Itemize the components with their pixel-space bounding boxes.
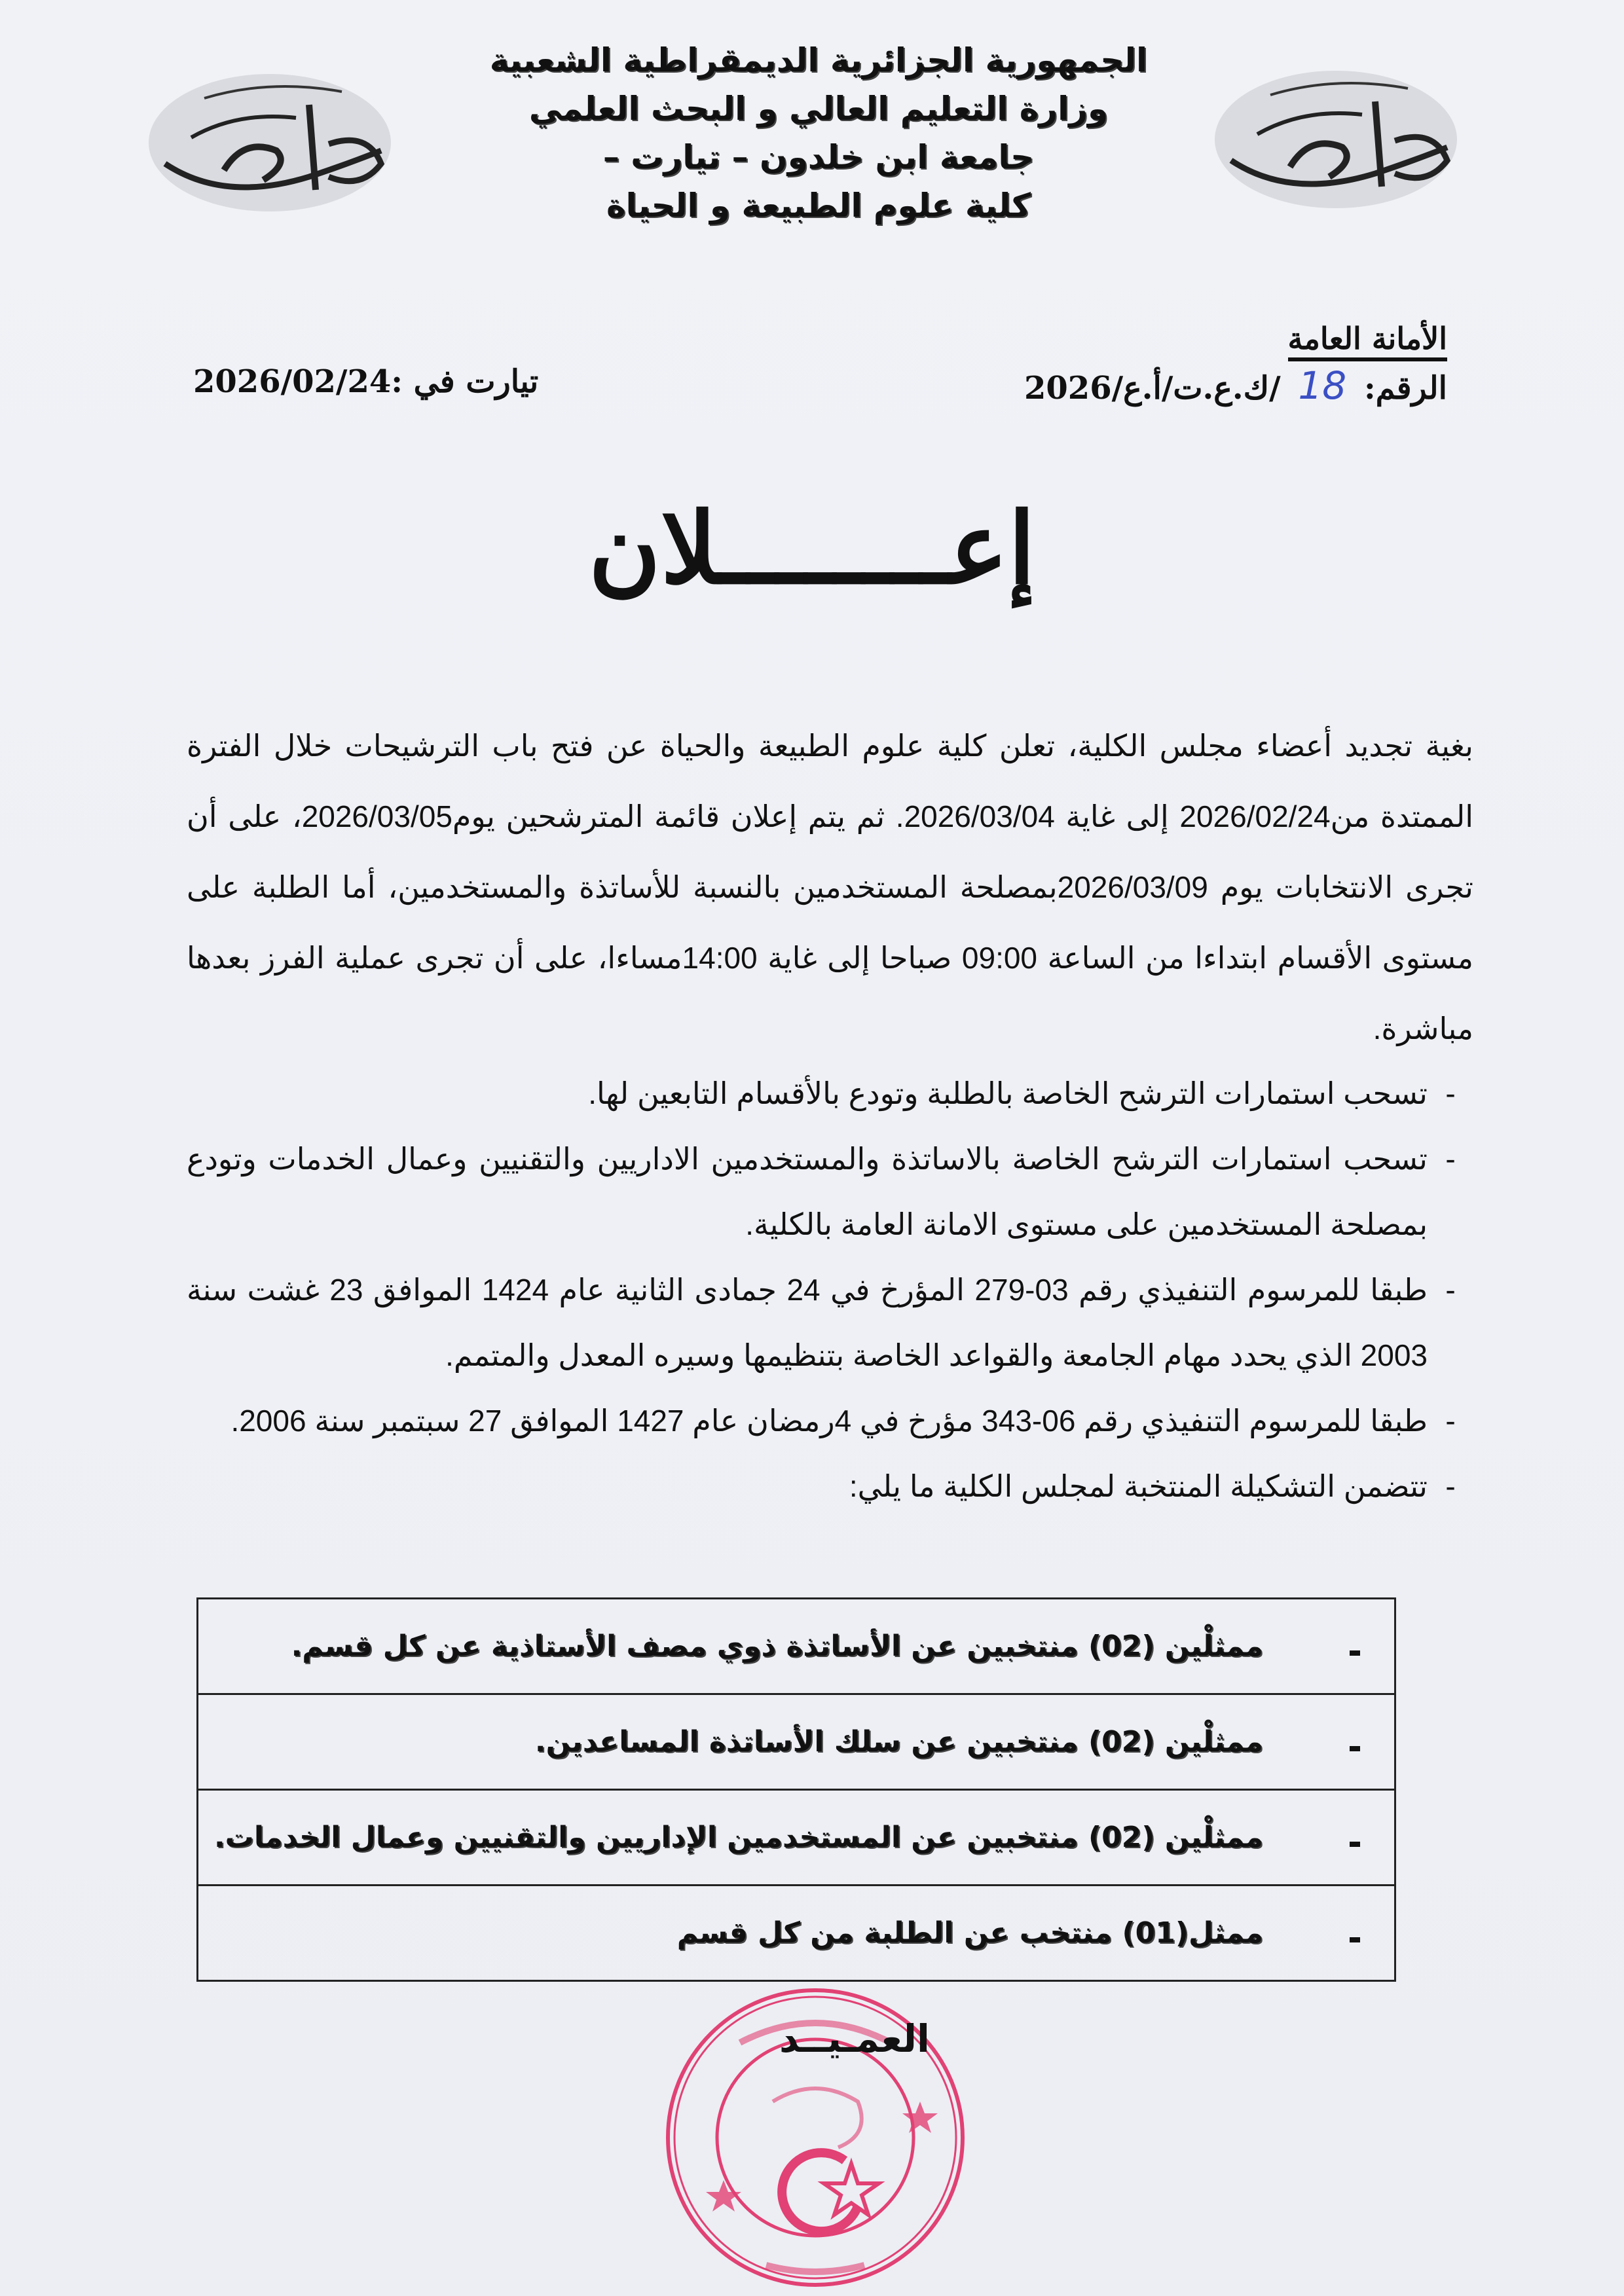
bullet-dash: -: [1445, 1404, 1456, 1438]
university-logo-left: [145, 65, 394, 216]
announcement-body: بغية تجديد أعضاء مجلس الكلية، تعلن كلية علوم الطبيعة والحياة عن فتح باب الترشيحات خلال الفترة الممتدة من2026/02/24 إلى غاية 2026/03/04. ثم يتم إعلان قائمة المترشحين يوم2026/03/05، على أن تجرى الانتخابات يوم 2026/03/09بمصلحة المستخدمين بالنسبة للأساتذة والمستخدمين، أما الطلبة على مستوى الأقسام ابتداءا من الساعة 09:00 صباحا إلى غاية 14:00مساءا، على أن تجرى عملية الفرز بعدها مباشرة.: [187, 729, 1474, 1046]
list-item: [187, 1126, 1473, 1257]
bullet-list: [187, 1061, 1473, 1519]
row-bullet-icon: [1316, 1725, 1394, 1758]
office-name: الأمانة العامة: [1288, 321, 1447, 361]
list-item: [187, 1061, 1473, 1126]
council-composition-table: [196, 1597, 1396, 1982]
table-row: [198, 1791, 1394, 1886]
letterhead: [458, 36, 1179, 230]
row-text: ممثلْين (02) منتخبين عن المستخدمين الإداريين والتقنيين وعمال الخدمات.: [213, 1821, 1263, 1854]
bullet-text: تتضمن التشكيلة المنتخبة لمجلس الكلية ما يلي:: [849, 1469, 1428, 1503]
bullet-text: تسحب استمارات الترشح الخاصة بالطلبة وتودع بالأقسام التابعين لها.: [588, 1076, 1428, 1110]
announcement-title: إعــــــــلان: [588, 491, 1036, 606]
row-text: ممثلْين (02) منتخبين عن سلك الأساتذة المساعدين.: [534, 1725, 1263, 1758]
header-ministry: وزارة التعليم العالي و البحث العلمي: [528, 90, 1109, 128]
dean-signature-title: العمـيــد: [779, 2016, 930, 2061]
bullet-dash: -: [1445, 1273, 1456, 1307]
row-text: ممثل(01) منتخب عن الطلبة من كل قسم: [676, 1916, 1263, 1950]
office-block: [1288, 321, 1447, 361]
bullet-text: طبقا للمرسوم التنفيذي رقم 03-279 المؤرخ في 24 جمادى الثانية عام 1424 الموافق 23 غشت سنة 2003 الذي يحدد مهام الجامعة والقواعد الخاصة بتنظيمها وسيره المعدل والمتمم.: [187, 1273, 1428, 1372]
date-line: تيارت في :2026/02/24: [193, 363, 539, 400]
bullet-dash: -: [1445, 1142, 1456, 1176]
reference-suffix: /ك.ع.ت/أ.ع/2026: [1024, 370, 1281, 407]
list-item: [187, 1388, 1473, 1453]
header-faculty: كلية علوم الطبيعة و الحياة: [606, 187, 1031, 225]
bullet-dash: -: [1445, 1076, 1456, 1110]
reference-label: الرقم:: [1363, 370, 1447, 407]
header-country: الجمهورية الجزائرية الديمقراطية الشعبية: [489, 41, 1148, 79]
table-row: [198, 1599, 1394, 1695]
bullet-text: تسحب استمارات الترشح الخاصة بالاساتذة والمستخدمين الاداريين والتقنيين وعمال الخدمات وتودع بمصلحة المستخدمين على مستوى الامانة العامة بالكلية.: [187, 1142, 1428, 1241]
row-text: ممثلْين (02) منتخبين عن الأساتذة ذوي مصف الأستاذية عن كل قسم.: [291, 1630, 1263, 1663]
header-university: جامعة ابن خلدون – تيارت –: [602, 138, 1035, 176]
row-bullet-icon: [1316, 1916, 1394, 1950]
row-bullet-icon: [1316, 1630, 1394, 1663]
row-bullet-icon: [1316, 1821, 1394, 1854]
list-item: [187, 1453, 1473, 1519]
bullet-text: طبقا للمرسوم التنفيذي رقم 06-343 مؤرخ في 4رمضان عام 1427 الموافق 27 سبتمبر سنة 2006.: [231, 1404, 1428, 1438]
reference-number: 18: [1298, 363, 1347, 408]
table-row: [198, 1886, 1394, 1980]
table-row: [198, 1695, 1394, 1791]
university-logo-right: [1211, 62, 1460, 213]
bullet-dash: -: [1445, 1469, 1456, 1503]
reference-line: [1024, 363, 1447, 408]
list-item: [187, 1257, 1473, 1388]
